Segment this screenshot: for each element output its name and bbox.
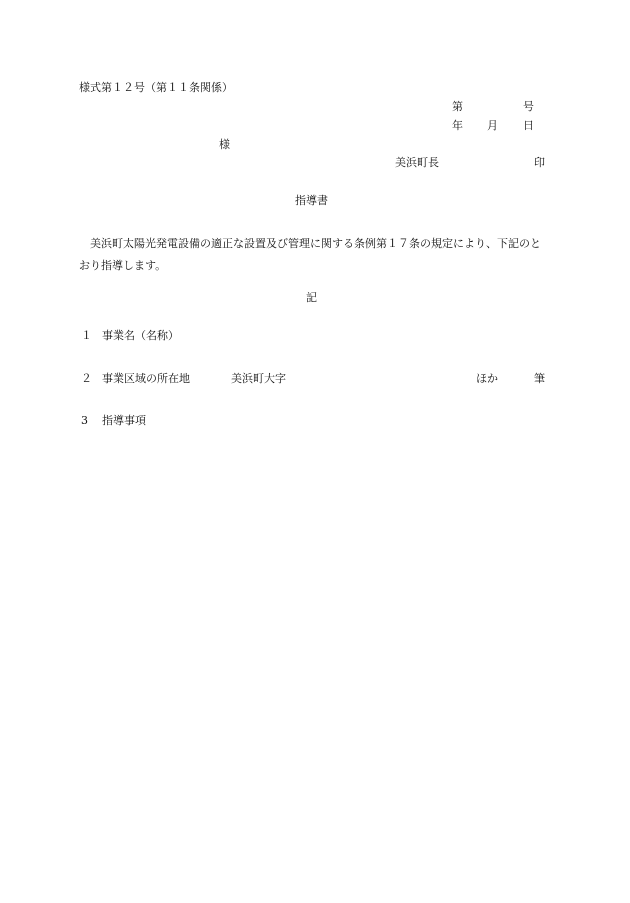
item-2-label: 事業区域の所在地 bbox=[102, 372, 190, 385]
ki-heading: 記 bbox=[306, 291, 317, 304]
item-1-number: １ bbox=[81, 329, 92, 342]
item-3-label: 指導事項 bbox=[102, 414, 146, 427]
item-2-value: 美浜町大字 bbox=[231, 372, 286, 385]
document-title: 指導書 bbox=[295, 194, 328, 207]
doc-number-prefix: 第 bbox=[452, 100, 463, 113]
body-paragraph: 美浜町太陽光発電設備の適正な設置及び管理に関する条例第１７条の規定により、下記のとおり指導します。 bbox=[79, 237, 541, 272]
form-number: 様式第１２号（第１１条関係） bbox=[79, 81, 233, 94]
date-day: 日 bbox=[523, 119, 534, 132]
item-2-unit: 筆 bbox=[534, 372, 545, 385]
item-2-number: ２ bbox=[81, 372, 92, 385]
item-3-number: 3 bbox=[81, 414, 88, 427]
item-1-label: 事業名（名称） bbox=[102, 329, 179, 342]
item-2-suffix: ほか bbox=[476, 372, 498, 385]
issuer-title: 美浜町長 bbox=[395, 156, 439, 169]
recipient-suffix: 様 bbox=[219, 138, 230, 151]
date-month: 月 bbox=[487, 119, 498, 132]
doc-number-suffix: 号 bbox=[523, 100, 534, 113]
seal-mark: 印 bbox=[534, 156, 545, 169]
date-year: 年 bbox=[452, 119, 463, 132]
